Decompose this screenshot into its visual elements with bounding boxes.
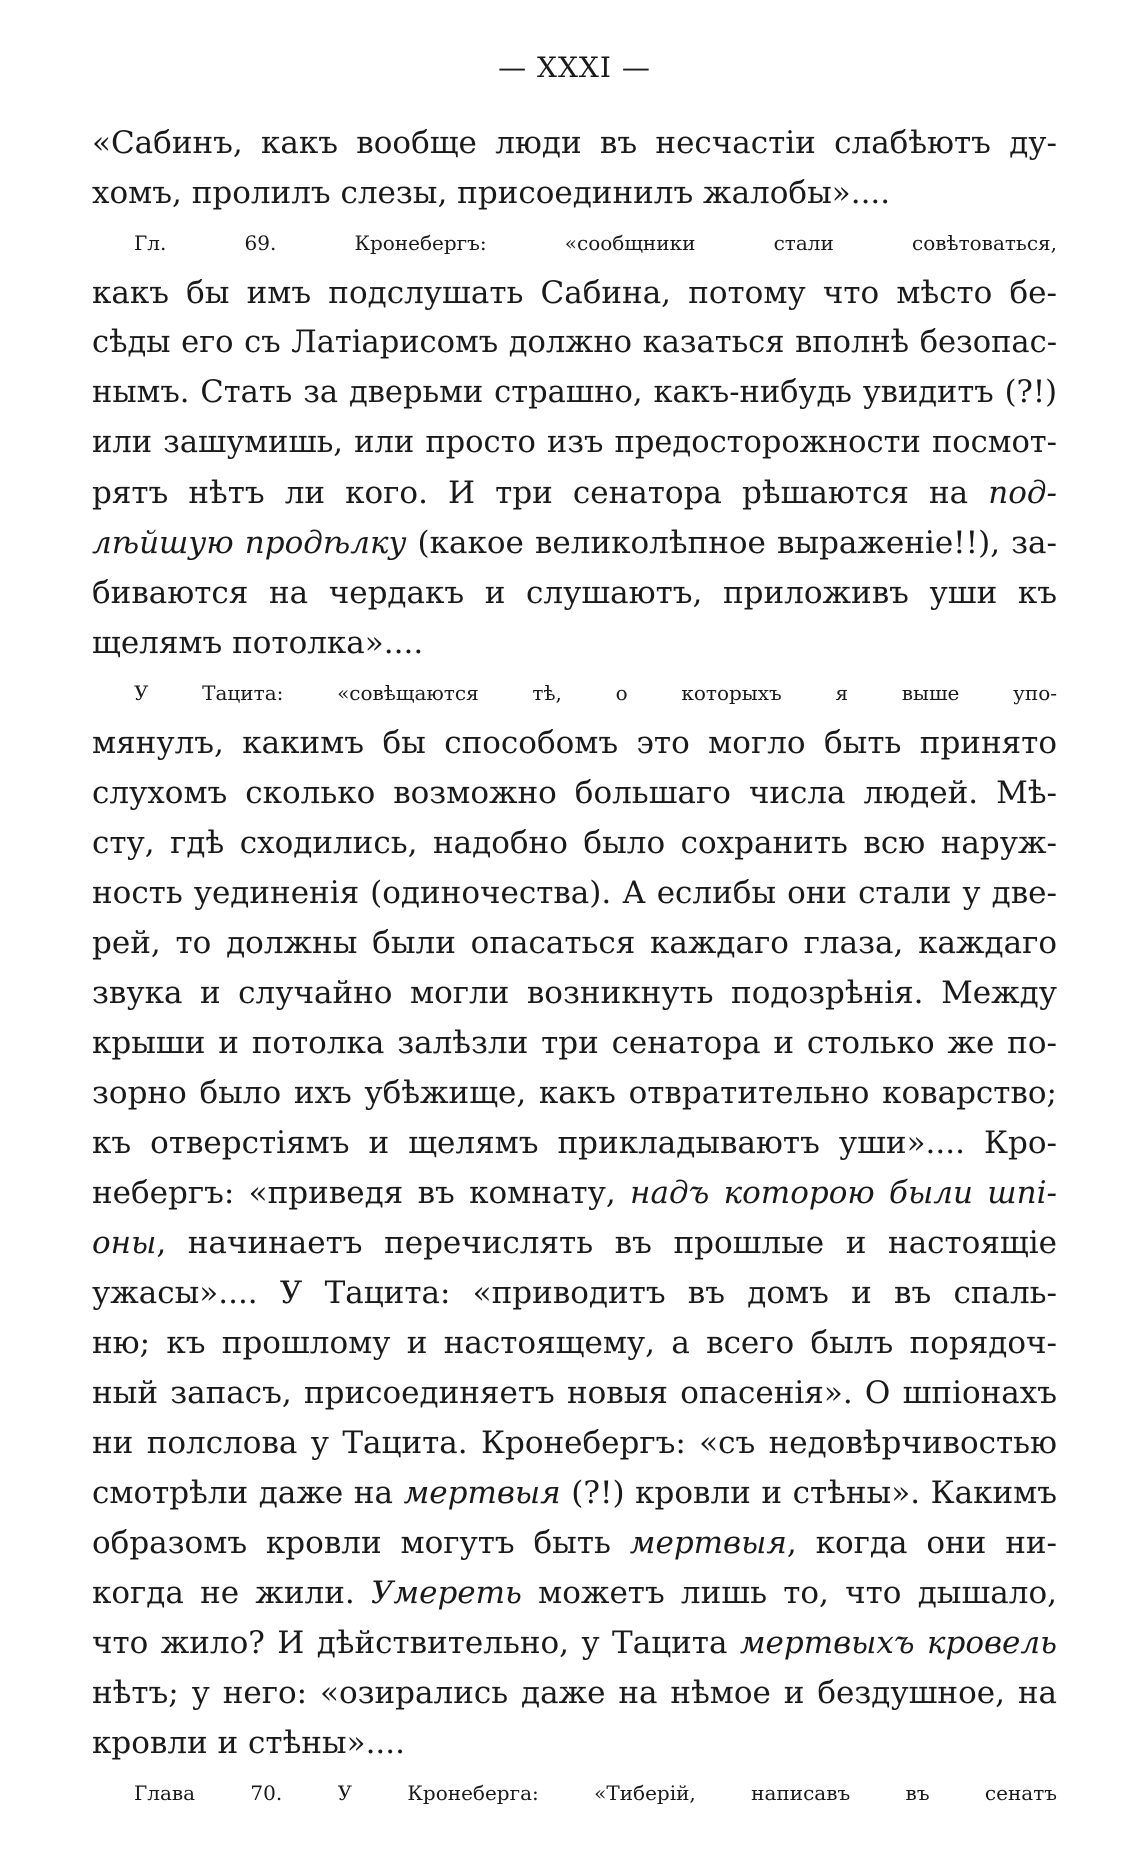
text-run: когда не жили. bbox=[92, 1575, 371, 1611]
text-line: слухомъ сколько возможно большаго числа людей. Мѣ- bbox=[92, 775, 1057, 811]
text-run: , начинаетъ перечислять въ прошлые и настоящіе bbox=[156, 1225, 1057, 1261]
text-run: небергъ: «приведя въ комнату, bbox=[92, 1175, 631, 1211]
text-line bbox=[92, 1518, 1057, 1568]
text-line bbox=[92, 518, 1057, 568]
text-run: рятъ нѣтъ ли кого. И три сенатора рѣшаются на bbox=[92, 475, 989, 511]
text-line: щелямъ потолка».... bbox=[92, 625, 424, 661]
text-line: къ отверстіямъ и щелямъ прикладываютъ уши».... Кро- bbox=[92, 1125, 1057, 1161]
text-line: ный запасъ, присоединяетъ новыя опасенія». О шпіонахъ bbox=[92, 1375, 1057, 1411]
italic-run: надъ которою были шпі- bbox=[630, 1175, 1057, 1211]
text-run: что жило? И дѣйствительно, у Тацита bbox=[92, 1625, 740, 1661]
text-line: У Тацита: «совѣщаются тѣ, о которыхъ я выше упо- bbox=[134, 681, 1057, 705]
text-line: звука и случайно могли возникнуть подозрѣнія. Между bbox=[92, 975, 1057, 1011]
italic-run: под- bbox=[988, 475, 1057, 511]
italic-run: мертвыя bbox=[629, 1525, 787, 1561]
text-line: крыши и потолка залѣзли три сенатора и столько же по- bbox=[92, 1025, 1057, 1061]
text-run: образомъ кровли могутъ быть bbox=[92, 1525, 630, 1561]
text-line: ню; къ прошлому и настоящему, а всего былъ порядоч- bbox=[92, 1325, 1057, 1361]
text-line: рей, то должны были опасаться каждаго глаза, каждаго bbox=[92, 925, 1057, 961]
text-line: «Сабинъ, какъ вообще люди въ несчастіи слабѣютъ ду- bbox=[92, 125, 1057, 161]
text-line: сту, гдѣ сходились, надобно было сохранить всю наруж- bbox=[92, 825, 1057, 861]
text-line: нымъ. Стать за дверьми страшно, какъ-нибудь увидитъ (?!) bbox=[92, 375, 1057, 410]
text-line: или зашумишь, или просто изъ предосторожности посмот- bbox=[92, 425, 1057, 460]
text-line: сѣды его съ Латіарисомъ должно казаться вполнѣ безопас- bbox=[92, 325, 1057, 360]
text-line: зорно было ихъ убѣжище, какъ отвратительно коварство; bbox=[92, 1075, 1057, 1111]
text-run: (?!) кровли и стѣны». Какимъ bbox=[560, 1475, 1057, 1511]
text-run: смотрѣли даже на bbox=[92, 1475, 404, 1511]
text-line bbox=[92, 1168, 1057, 1218]
page-number: — XXXI — bbox=[498, 51, 651, 84]
text-line bbox=[92, 1568, 1057, 1618]
text-line: биваются на чердакъ и слушаютъ, приложивъ уши къ bbox=[92, 575, 1057, 611]
paragraph-1 bbox=[92, 118, 1057, 218]
page bbox=[92, 48, 1057, 1818]
italic-run: Умереть bbox=[371, 1575, 522, 1611]
text-line: кровли и стѣны».... bbox=[92, 1725, 405, 1761]
text-line: ни полслова у Тацита. Кронебергъ: «съ недовѣрчивостью bbox=[92, 1425, 1057, 1461]
text-line bbox=[92, 1468, 1057, 1518]
text-line: какъ бы имъ подслушать Сабина, потому что мѣсто бе- bbox=[92, 275, 1057, 311]
paragraph-3 bbox=[92, 668, 1057, 1768]
text-line: хомъ, пролилъ слезы, присоединилъ жалобы».... bbox=[92, 175, 891, 211]
text-line bbox=[92, 1618, 1057, 1668]
text-run: (какое великолѣпное выраженіе!!), за- bbox=[406, 525, 1057, 561]
text-run: , когда они ни- bbox=[786, 1525, 1057, 1561]
italic-run: оны bbox=[92, 1225, 157, 1261]
text-line: нѣтъ; у него: «озирались даже на нѣмое и бездушное, на bbox=[92, 1675, 1057, 1711]
italic-run: мертвыхъ кровель bbox=[739, 1625, 1057, 1661]
text-line: мянулъ, какимъ бы способомъ это могло быть принято bbox=[92, 725, 1057, 761]
text-run: можетъ лишь то, что дышало, bbox=[521, 1575, 1057, 1611]
text-line bbox=[92, 1218, 1057, 1268]
italic-run: мертвыя bbox=[403, 1475, 561, 1511]
text-line: ужасы».... У Тацита: «приводитъ въ домъ и въ спаль- bbox=[92, 1275, 1057, 1311]
italic-run: лѣйшую продѣлку bbox=[92, 525, 407, 561]
paragraph-4 bbox=[92, 1768, 1057, 1818]
text-line: Гл. 69. Кронебергъ: «сообщники стали совѣтоваться, bbox=[134, 231, 1057, 255]
text-line: ность уединенія (одиночества). А еслибы они стали у две- bbox=[92, 875, 1057, 911]
paragraph-2 bbox=[92, 218, 1057, 668]
text-line bbox=[92, 468, 1057, 518]
text-line: Глава 70. У Кронеберга: «Тиберій, написавъ въ сенатъ bbox=[134, 1781, 1057, 1805]
